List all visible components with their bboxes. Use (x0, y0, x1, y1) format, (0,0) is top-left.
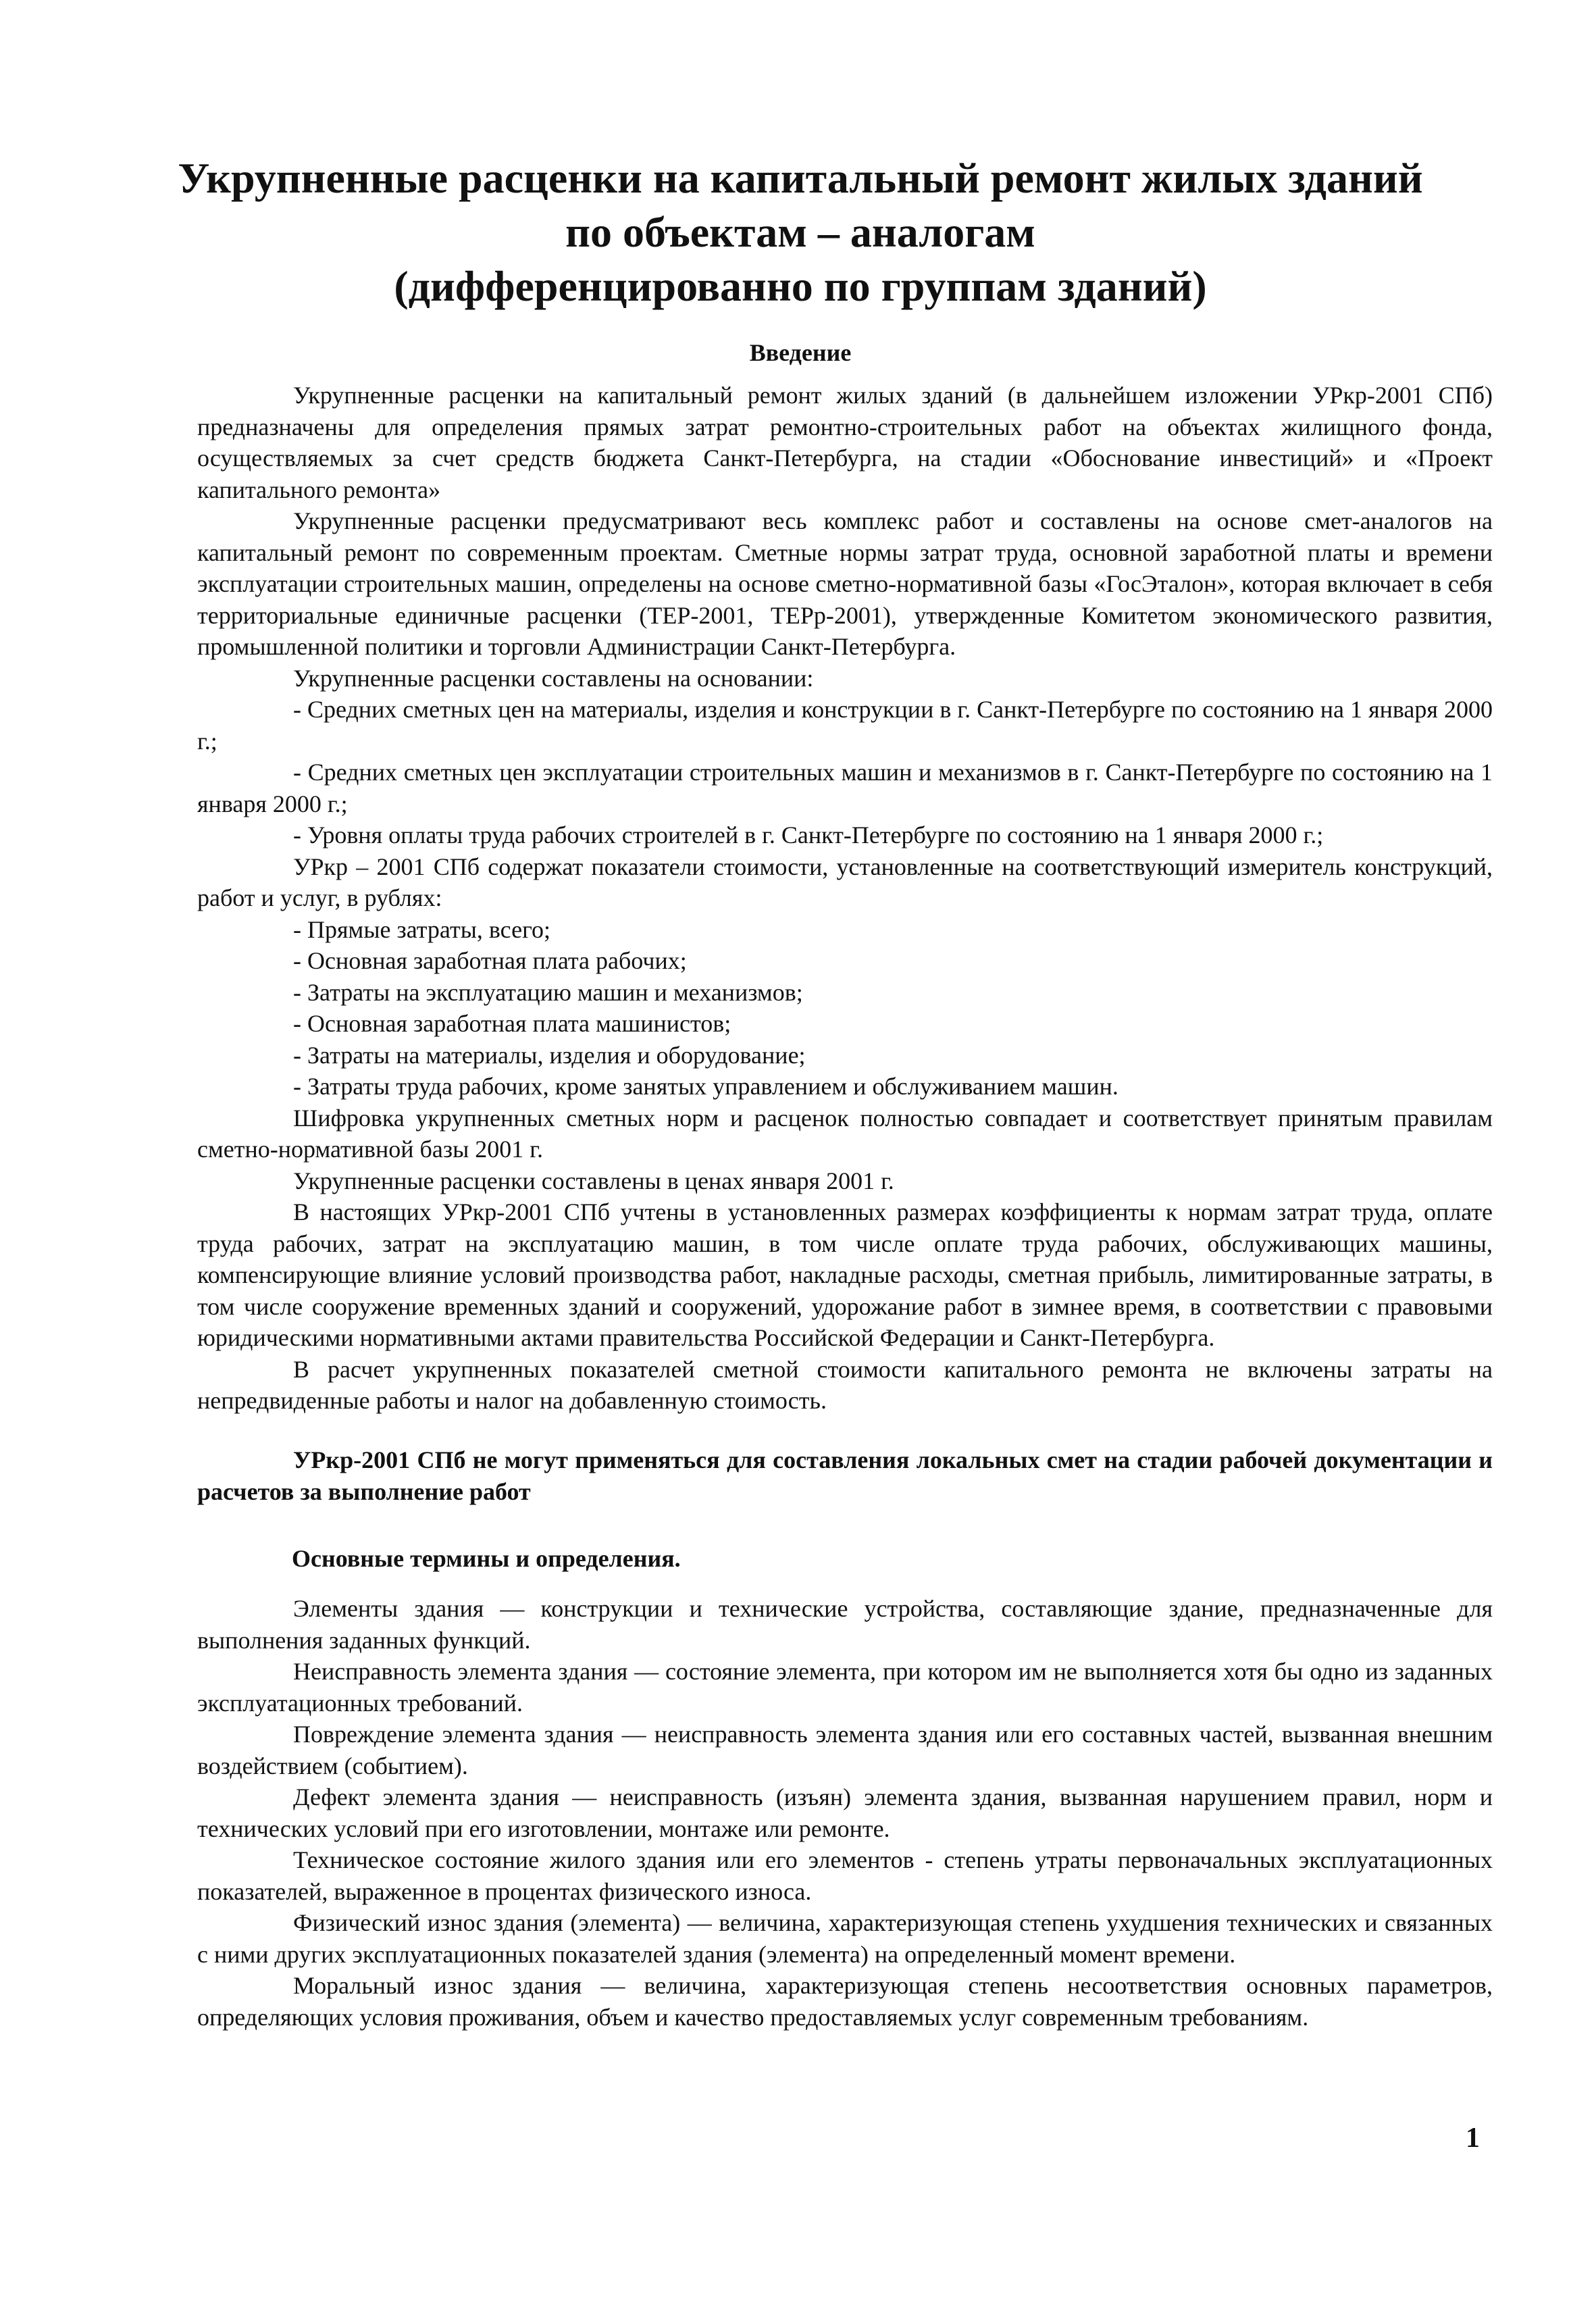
warning-text: УРкр-2001 СПб не могут применяться для составления локальных смет на стадии рабочей документации и расчетов за выполнение работ (197, 1446, 1493, 1505)
title-line-1: Укрупненные расценки на капитальный ремонт жилых зданий (178, 154, 1423, 202)
indicators-intro: УРкр – 2001 СПб содержат показатели стоимости, установленные на соответствующий измеритель конструкций, работ и услуг, в рублях: (197, 853, 1493, 911)
intro-paragraph: Укрупненные расценки предусматривают весь комплекс работ и составлены на основе смет-аналогов на капитальный ремонт по современным проектам. Сметные нормы затрат труда, основной заработной платы и времени эксплуатации строительных машин, определены на основе сметно-нормативной базы «ГосЭталон», которая включает в себя территориальные единичные расценки (ТЕР-2001, ТЕРр-2001), утвержденные Комитетом экономического развития, промышленной политики и торговли Администрации Санкт-Петербурга. (197, 507, 1493, 660)
closing-paragraph: Шифровка укрупненных сметных норм и расценок полностью совпадает и соответствует принятым правилам сметно-нормативной базы 2001 г. (197, 1104, 1493, 1163)
terms-heading: Основные термины и определения. (292, 1545, 681, 1572)
title-line-2: по объектам – аналогам (565, 208, 1035, 256)
term-definition: Физический износ здания (элемента) — величина, характеризующая степень ухудшения технических и связанных с ними других эксплуатационных показателей здания (элемента) на определенный момент времени. (197, 1909, 1493, 1968)
term-definition: Дефект элемента здания — неисправность (изъян) элемента здания, вызванная нарушением правил, норм и технических условий при его изготовлении, монтаже или ремонте. (197, 1783, 1493, 1842)
terms-section (197, 1593, 1493, 2033)
warning-note (197, 1444, 1493, 1507)
term-definition: Неисправность элемента здания — состояние элемента, при котором им не выполняется хотя бы одно из заданных эксплуатационных требований. (197, 1658, 1493, 1717)
basis-item: - Уровня оплаты труда рабочих строителей в г. Санкт-Петербурге по состоянию на 1 января 2000 г.; (293, 821, 1324, 848)
intro-heading: Введение (749, 339, 852, 366)
page-number: 1 (1466, 2123, 1480, 2154)
term-definition: Техническое состояние жилого здания или его элементов - степень утраты первоначальных эксплуатационных показателей, выраженное в процентах физического износа. (197, 1846, 1493, 1905)
intro-section (197, 380, 1493, 1417)
closing-paragraph: В настоящих УРкр-2001 СПб учтены в установленных размерах коэффициенты к нормам затрат труда, оплате труда рабочих, затрат на эксплуатацию машин, в том числе оплате труда рабочих, обслуживающих машины, компенсирующие влияние условий производства работ, накладные расходы, сметная прибыль, лимитированные затраты, в том числе сооружение временных зданий и сооружений, удорожание работ в зимнее время, в соответствии с правовыми юридическими нормативными актами правительства Российской Федерации и Санкт-Петербурга. (197, 1198, 1493, 1351)
closing-paragraph: В расчет укрупненных показателей сметной стоимости капитального ремонта не включены затраты на непредвиденные работы и налог на добавленную стоимость. (197, 1355, 1493, 1414)
title-line-3: (дифференцированно по группам зданий) (394, 262, 1207, 310)
indicator-item: - Затраты на эксплуатацию машин и механизмов; (293, 978, 803, 1006)
indicator-item: - Основная заработная плата рабочих; (293, 947, 687, 974)
intro-paragraph: Укрупненные расценки составлены на основании: (293, 664, 814, 692)
basis-item: - Средних сметных цен на материалы, изделия и конструкции в г. Санкт-Петербурге по состоянию на 1 января 2000 г.; (197, 696, 1493, 755)
closing-paragraph: Укрупненные расценки составлены в ценах января 2001 г. (293, 1167, 894, 1194)
indicator-item: - Затраты труда рабочих, кроме занятых управлением и обслуживанием машин. (293, 1073, 1118, 1100)
indicator-item: - Основная заработная плата машинистов; (293, 1010, 731, 1037)
intro-paragraph: Укрупненные расценки на капитальный ремонт жилых зданий (в дальнейшем изложении УРкр-2001 СПб) предназначены для определения прямых затрат ремонтно-строительных работ на объектах жилищного фонда, осуществляемых за счет средств бюджета Санкт-Петербурга, на стадии «Обоснование инвестиций» и «Проект капитального ремонта» (197, 382, 1493, 503)
document-title (169, 151, 1432, 313)
term-definition: Элементы здания — конструкции и технические устройства, составляющие здание, предназначенные для выполнения заданных функций. (197, 1595, 1493, 1654)
indicator-item: - Затраты на материалы, изделия и оборудование; (293, 1041, 806, 1069)
indicator-item: - Прямые затраты, всего; (293, 915, 550, 943)
term-definition: Моральный износ здания — величина, характеризующая степень несоответствия основных параметров, определяющих условия проживания, объем и качество предоставляемых услуг современным требованиям. (197, 1972, 1493, 2031)
term-definition: Повреждение элемента здания — неисправность элемента здания или его составных частей, вызванная внешним воздействием (событием). (197, 1721, 1493, 1779)
basis-item: - Средних сметных цен эксплуатации строительных машин и механизмов в г. Санкт-Петербурге по состоянию на 1 января 2000 г.; (197, 759, 1493, 817)
